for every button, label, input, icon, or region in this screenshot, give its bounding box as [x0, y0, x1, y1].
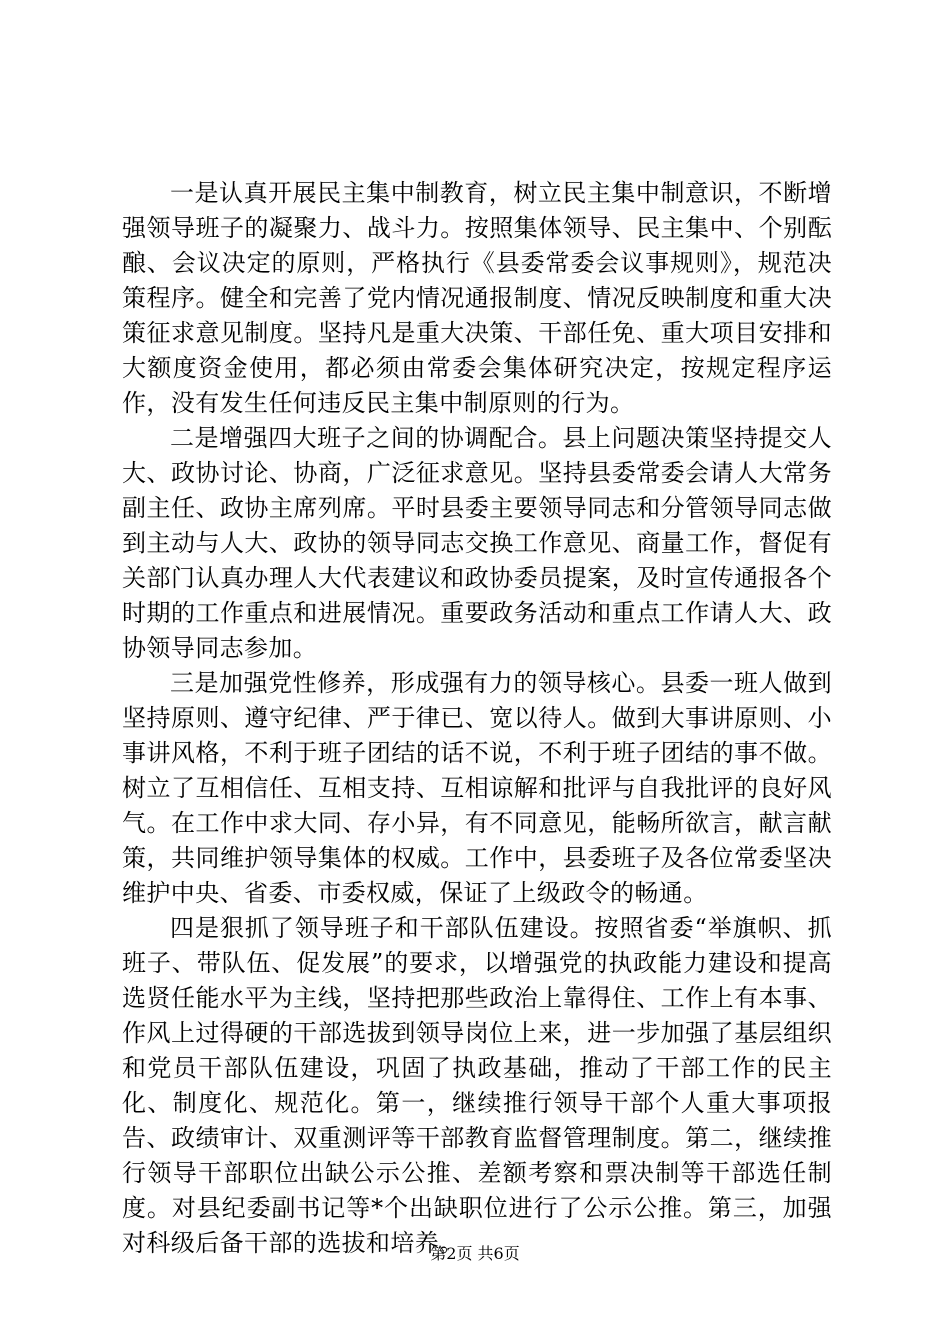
paragraph-democratic-centralism: 一是认真开展民主集中制教育，树立民主集中制意识，不断增强领导班子的凝聚力、战斗力。按照集体领导、民主集中、个别酝酿、会议决定的原则，严格执行《县委常委会议事规则》，规范决策程序。健全和完善了党内情况通报制度、情况反映制度和重大决策征求意见制度。坚持凡是重大决策、干部任免、重大项目安排和大额度资金使用，都必须由常委会集体研究决定，按规定程序运作，没有发生任何违反民主集中制原则的行为。	[122, 179, 832, 417]
page-number-footer: 第2页 共6页	[430, 1244, 520, 1263]
paragraph-party-spirit: 三是加强党性修养，形成强有力的领导核心。县委一班人做到坚持原则、遵守纪律、严于律已、宽以待人。做到大事讲原则、小事讲风格，不利于班子团结的话不说，不利于班子团结的事不做。树立了互相信任、互相支持、互相谅解和批评与自我批评的良好风气。在工作中求大同、存小异，有不同意见，能畅所欲言，献言献策，共同维护领导集体的权威。工作中，县委班子及各位常委坚决维护中央、省委、市委权威，保证了上级政令的畅通。	[122, 669, 832, 907]
document-body	[122, 176, 832, 1261]
paragraph-coordination: 二是增强四大班子之间的协调配合。县上问题决策坚持提交人大、政协讨论、协商，广泛征求意见。坚持县委常委会请人大常务副主任、政协主席列席。平时县委主要领导同志和分管领导同志做到主动与人大、政协的领导同志交换工作意见、商量工作，督促有关部门认真办理人大代表建议和政协委员提案，及时宣传通报各个时期的工作重点和进展情况。重要政务活动和重点工作请人大、政协领导同志参加。	[122, 424, 832, 662]
paragraph-cadre-building: 四是狠抓了领导班子和干部队伍建设。按照省委“举旗帜、抓班子、带队伍、促发展”的要求，以增强党的执政能力建设和提高选贤任能水平为主线，坚持把那些政治上靠得住、工作上有本事、作风上过得硬的干部选拔到领导岗位上来，进一步加强了基层组织和党员干部队伍建设，巩固了执政基础，推动了干部工作的民主化、制度化、规范化。第一，继续推行领导干部个人重大事项报告、政绩审计、双重测评等干部教育监督管理制度。第二，继续推行领导干部职位出缺公示公推、差额考察和票决制等干部选任制度。对县纪委副书记等*个出缺职位进行了公示公推。第三，加强对科级后备干部的选拔和培养。	[122, 914, 832, 1257]
